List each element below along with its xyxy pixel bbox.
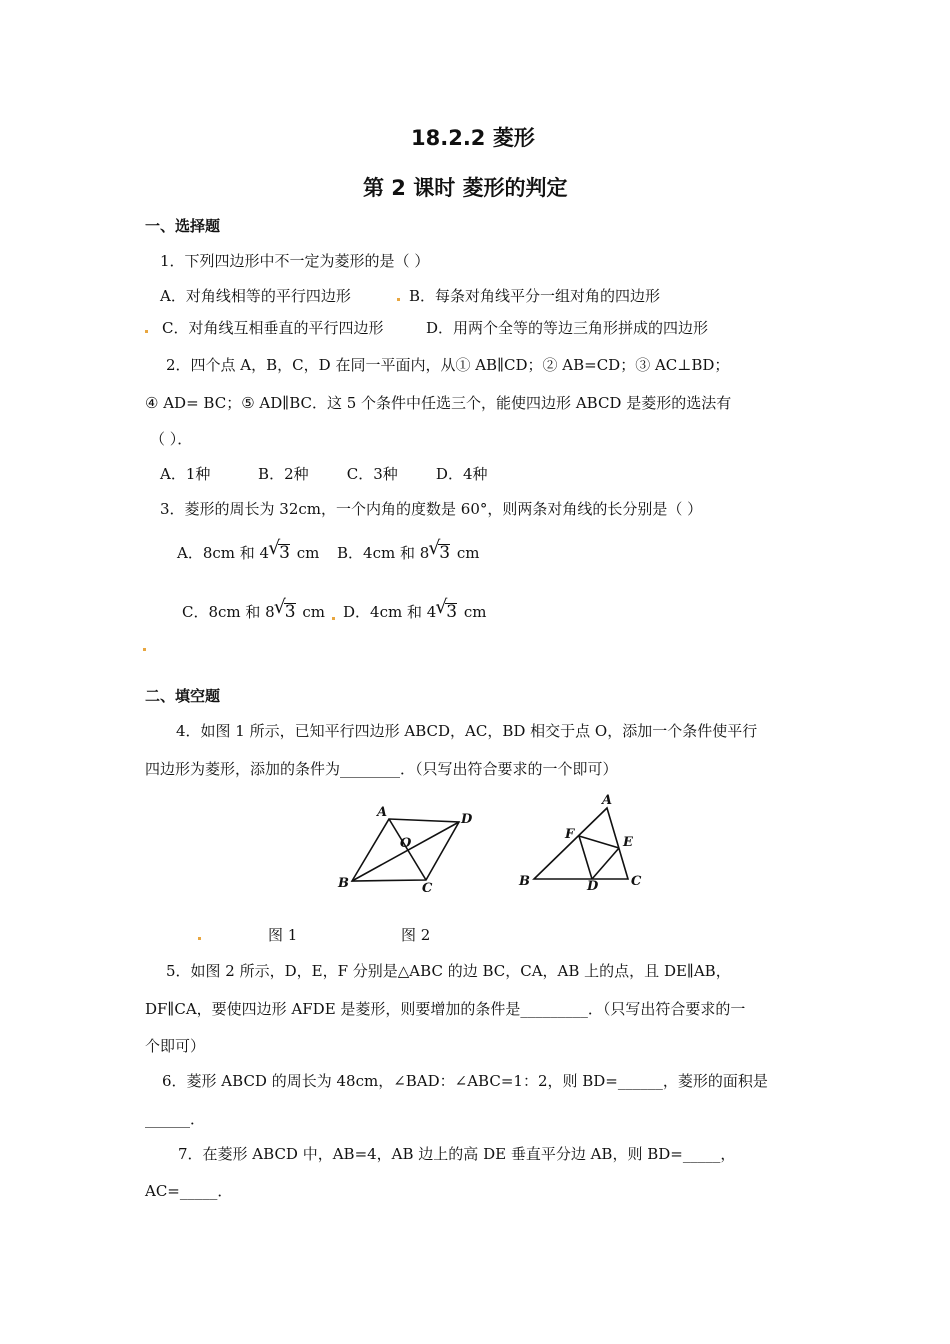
- question-3-option-b: B．4cm 和 8 √ 3 cm: [337, 537, 480, 563]
- fig2-label-f: F: [565, 827, 575, 842]
- section-heading-choice: 一、选择题: [145, 217, 221, 235]
- question-5-line-1: 5．如图 2 所示，D，E，F 分别是△ABC 的边 BC，CA，AB 上的点，且 DE∥AB，: [166, 962, 731, 980]
- fig1-label-a: A: [377, 805, 388, 820]
- option-a-prefix: A．8cm 和 4: [177, 544, 270, 562]
- question-3-stem: 3．菱形的周长为 32cm，一个内角的度数是 60°，则两条对角线的长分别是（ ）: [160, 500, 703, 518]
- question-4-line-1: 4．如图 1 所示，已知平行四边形 ABCD，AC，BD 相交于点 O，添加一个条件使平行: [176, 722, 758, 740]
- segment-fe: [579, 836, 619, 848]
- question-7-line-2: AC=_____．: [145, 1182, 233, 1200]
- question-5-line-3: 个即可）: [145, 1037, 206, 1055]
- fig2-label-d: D: [587, 879, 599, 894]
- question-3-option-a: A．8cm 和 4 √ 3 cm: [177, 537, 320, 563]
- question-1-option-d: D．用两个全等的等边三角形拼成的四边形: [426, 319, 709, 337]
- fig1-label-c: C: [422, 881, 433, 896]
- question-1-option-a: A．对角线相等的平行四边形: [160, 287, 351, 305]
- question-4-line-2: 四边形为菱形，添加的条件为________．（只写出符合要求的一个即可）: [145, 760, 618, 778]
- fig1-label-d: D: [461, 812, 473, 827]
- decorative-speck: [198, 937, 201, 940]
- page-title: 18.2.2 菱形: [411, 126, 535, 150]
- fig2-label-c: C: [631, 874, 642, 889]
- figure-1-caption: 图 1: [268, 926, 298, 944]
- question-1-option-b: B．每条对角线平分一组对角的四边形: [409, 287, 661, 305]
- question-7-line-1: 7．在菱形 ABCD 中，AB=4，AB 边上的高 DE 垂直平分边 AB，则 BD=_____，: [178, 1145, 736, 1163]
- fig2-label-b: B: [519, 874, 530, 889]
- sqrt-icon: √ 3: [268, 537, 290, 563]
- fig1-label-b: B: [338, 876, 349, 891]
- question-1-option-c: C．对角线互相垂直的平行四边形: [162, 319, 384, 337]
- sqrt-icon: √ 3: [435, 596, 458, 622]
- question-3-option-c: C．8cm 和 8 √ 3 cm: [182, 596, 325, 622]
- fig2-label-e: E: [623, 835, 633, 850]
- page-subtitle: 第 2 课时 菱形的判定: [363, 176, 568, 200]
- option-d-prefix: D．4cm 和 4: [343, 603, 437, 621]
- decorative-speck: [143, 648, 146, 651]
- section-heading-fill-blank: 二、填空题: [145, 687, 221, 705]
- figure-2-caption: 图 2: [401, 926, 431, 944]
- question-6-line-2: ______．: [145, 1110, 206, 1128]
- decorative-speck: [397, 298, 400, 301]
- question-2-line-3: （ ）．: [150, 430, 193, 448]
- fig1-label-o: O: [400, 836, 412, 851]
- question-5-line-2: DF∥CA，要使四边形 AFDE 是菱形，则要增加的条件是_________．（只写出符合要求的一: [145, 1000, 746, 1018]
- decorative-speck: [145, 330, 148, 333]
- option-c-prefix: C．8cm 和 8: [182, 603, 275, 621]
- sqrt-icon: √ 3: [428, 537, 451, 563]
- figure-1-parallelogram: [330, 800, 480, 900]
- question-2-line-1: 2．四个点 A，B，C，D 在同一平面内，从① AB∥CD；② AB=CD；③ AC⊥BD；: [166, 356, 730, 374]
- segment-fd: [579, 836, 592, 879]
- segment-de: [592, 848, 619, 879]
- figure-2-triangle: [510, 788, 660, 898]
- sqrt-icon: √ 3: [273, 596, 296, 622]
- fig2-label-a: A: [602, 793, 613, 808]
- question-2-line-2: ④ AD= BC；⑤ AD∥BC．这 5 个条件中任选三个，能使四边形 ABCD 是菱形的选法有: [145, 394, 732, 412]
- question-1-stem: 1．下列四边形中不一定为菱形的是（ ）: [160, 252, 430, 270]
- question-2-options: A．1种 B．2种 C．3种 D．4种: [160, 465, 488, 483]
- decorative-speck: [332, 617, 335, 620]
- question-3-option-d: D．4cm 和 4 √ 3 cm: [343, 596, 487, 622]
- option-b-prefix: B．4cm 和 8: [337, 544, 430, 562]
- question-6-line-1: 6．菱形 ABCD 的周长为 48cm，∠BAD：∠ABC=1：2，则 BD=______，菱形的面积是: [162, 1072, 768, 1090]
